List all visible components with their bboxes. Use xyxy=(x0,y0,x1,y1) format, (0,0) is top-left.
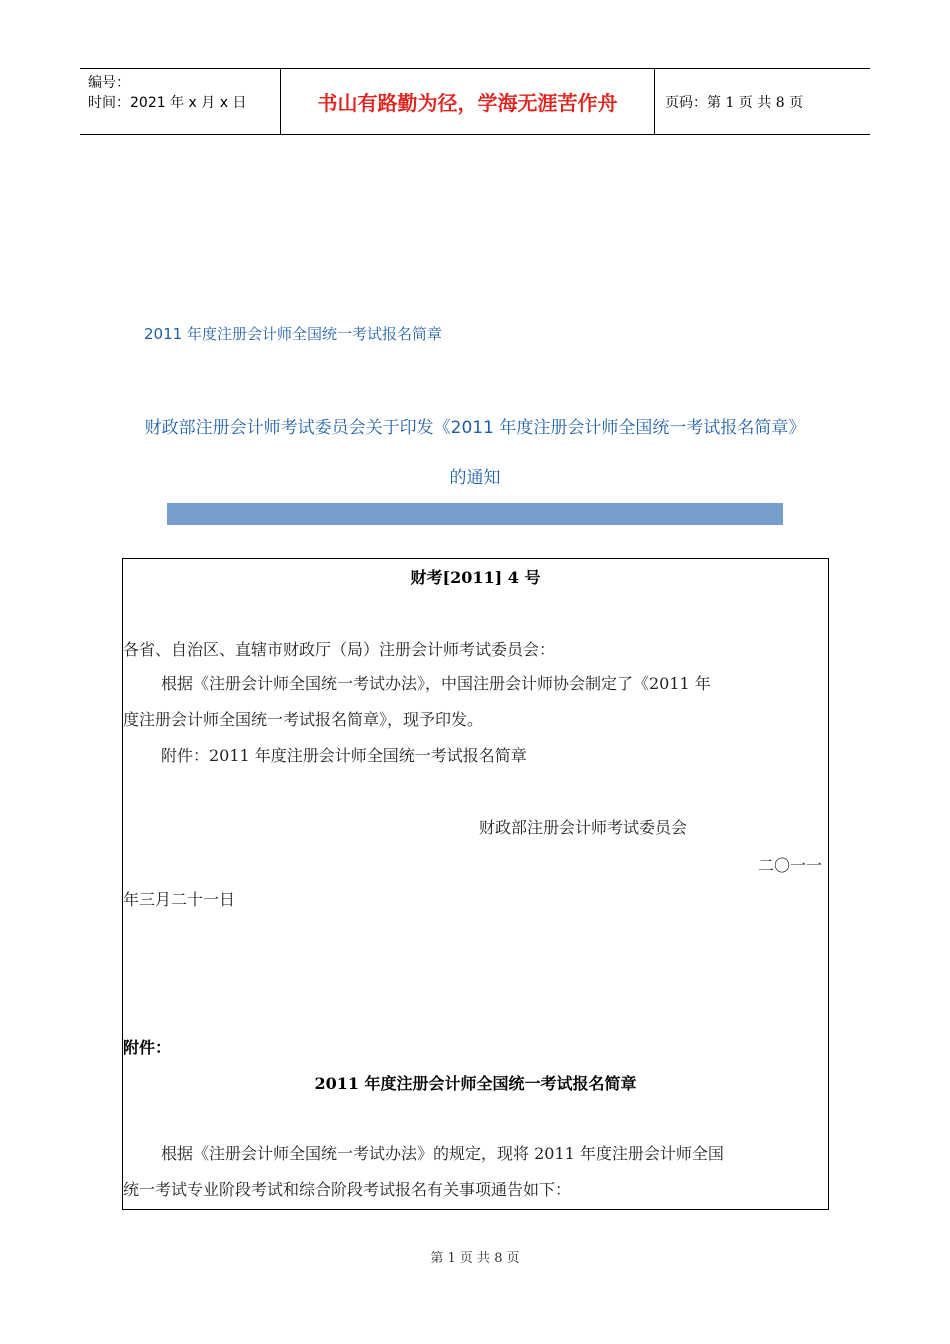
paragraph-1-line-2: 度注册会计师全国统一考试报名简章》，现予印发。 xyxy=(123,710,484,729)
paragraph-1-line-1: 根据《注册会计师全国统一考试办法》，中国注册会计师协会制定了《2011 年 xyxy=(161,674,711,693)
attachment-line: 附件：2011 年度注册会计师全国统一考试报名简章 xyxy=(161,746,527,765)
issuer: 财政部注册会计师考试委员会 xyxy=(479,818,688,837)
paragraph-2-line-1: 根据《注册会计师全国统一考试办法》的规定，现将 2011 年度注册会计师全国 xyxy=(161,1144,724,1163)
attachment-heading: 附件： xyxy=(123,1038,172,1057)
time-label: 时间：2021 年 x 月 x 日 xyxy=(88,95,247,111)
paragraph-2-line-2: 统一考试专业阶段考试和综合阶段考试报名有关事项通告如下： xyxy=(123,1180,572,1199)
attachment-title: 2011 年度注册会计师全国统一考试报名简章 xyxy=(314,1074,637,1093)
header-table xyxy=(80,68,870,135)
date-part-1: 二〇一一 xyxy=(757,856,822,875)
addressee: 各省、自治区、直辖市财政厅（局）注册会计师考试委员会： xyxy=(123,640,556,659)
motto-text: 书山有路勤为径，学海无涯苦作舟 xyxy=(317,91,618,115)
page-info-cell xyxy=(655,69,870,134)
notice-body-box xyxy=(122,558,829,1210)
number-label: 编号： xyxy=(88,75,130,91)
date-part-2: 年三月二十一日 xyxy=(123,890,236,909)
page-footer: 第 1 页 共 8 页 xyxy=(430,1251,520,1266)
document-subtitle: 2011 年度注册会计师全国统一考试报名简章 xyxy=(144,325,442,343)
title-divider-bar xyxy=(167,503,783,525)
motto-cell xyxy=(281,69,655,134)
page-title-line1: 财政部注册会计师考试委员会关于印发《2011 年度注册会计师全国统一考试报名简章》 xyxy=(144,418,806,438)
doc-number: 财考[2011] 4 号 xyxy=(410,568,541,587)
header-info-cell xyxy=(80,69,281,134)
page-title-line2: 的通知 xyxy=(449,468,501,488)
page-info-text: 页码：第 1 页 共 8 页 xyxy=(665,94,804,111)
